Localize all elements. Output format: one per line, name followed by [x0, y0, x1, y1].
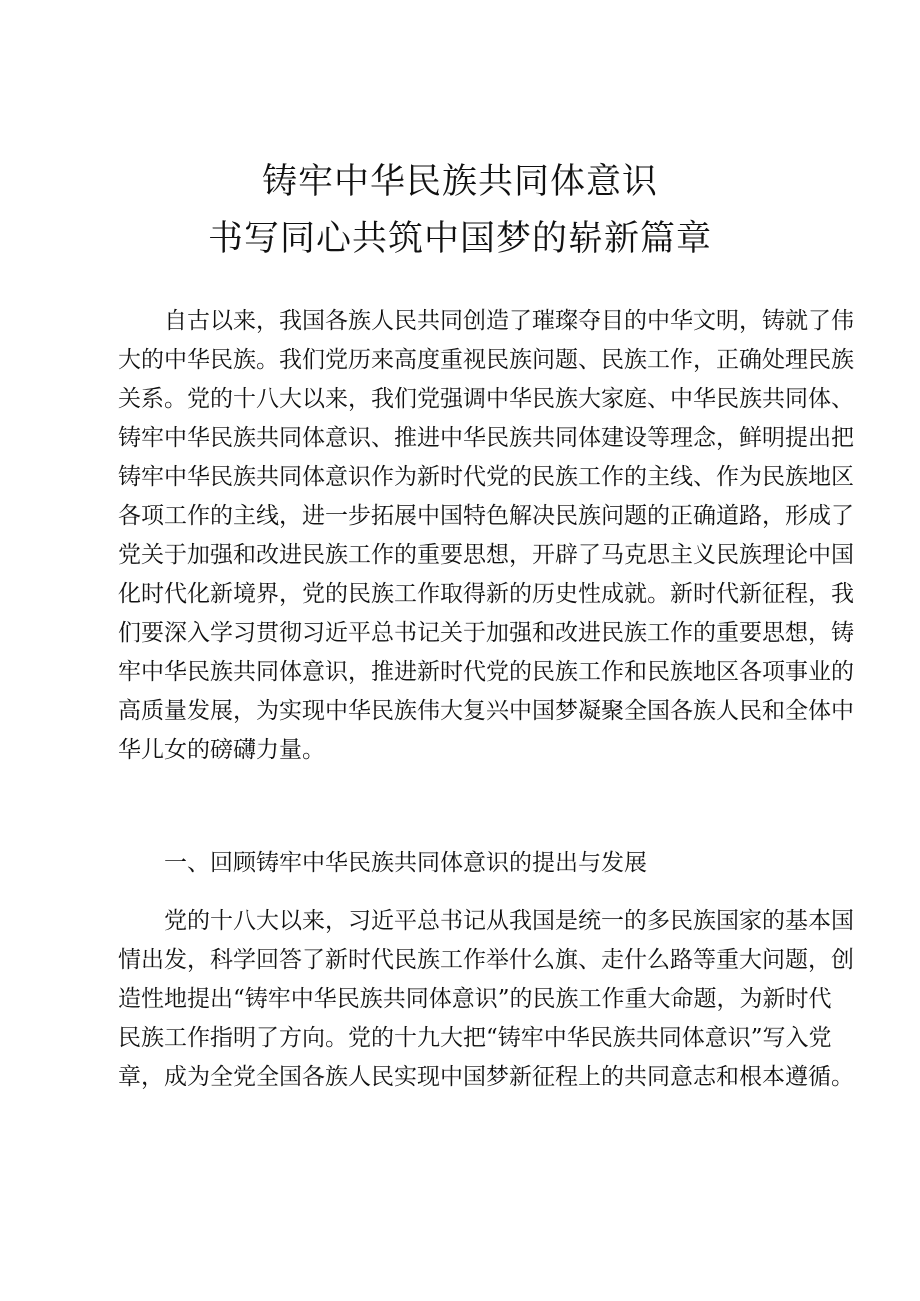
- paragraph-1: [118, 302, 854, 770]
- paragraph-line: 大的中华民族。我们党历来高度重视民族问题、民族工作，正确处理民族: [118, 347, 854, 373]
- paragraph-line: 们要深入学习贯彻习近平总书记关于加强和改进民族工作的重要思想，铸: [118, 620, 854, 646]
- document-title-line-2: 书写同心共筑中国梦的崭新篇章: [207, 219, 712, 259]
- paragraph-line: 章，成为全党全国各族人民实现中国梦新征程上的共同意志和根本遵循。: [118, 1064, 854, 1090]
- section-heading-1: 一、回顾铸牢中华民族共同体意识的提出与发展: [164, 850, 647, 876]
- paragraph-line: 关系。党的十八大以来，我们党强调中华民族大家庭、中华民族共同体、: [118, 386, 854, 412]
- paragraph-line: 情出发，科学回答了新时代民族工作举什么旗、走什么路等重大问题，创: [118, 947, 854, 973]
- paragraph-2: [118, 902, 854, 1097]
- paragraph-line: 铸牢中华民族共同体意识、推进中华民族共同体建设等理念，鲜明提出把: [118, 425, 854, 451]
- paragraph-line: 铸牢中华民族共同体意识作为新时代党的民族工作的主线、作为民族地区: [118, 464, 854, 490]
- paragraph-line: 华儿女的磅礴力量。: [118, 737, 325, 763]
- paragraph-line: 自古以来，我国各族人民共同创造了璀璨夺目的中华文明，铸就了伟: [164, 308, 854, 334]
- paragraph-line: 党关于加强和改进民族工作的重要思想，开辟了马克思主义民族理论中国: [118, 542, 854, 568]
- paragraph-line: 造性地提出“铸牢中华民族共同体意识”的民族工作重大命题，为新时代: [118, 986, 832, 1012]
- paragraph-line: 各项工作的主线，进一步拓展中国特色解决民族问题的正确道路，形成了: [118, 503, 854, 529]
- paragraph-line: 党的十八大以来，习近平总书记从我国是统一的多民族国家的基本国: [164, 908, 854, 934]
- paragraph-line: 牢中华民族共同体意识，推进新时代党的民族工作和民族地区各项事业的: [118, 659, 854, 685]
- paragraph-line: 化时代化新境界，党的民族工作取得新的历史性成就。新时代新征程，我: [118, 581, 854, 607]
- paragraph-line: 民族工作指明了方向。党的十九大把“铸牢中华民族共同体意识”写入党: [118, 1025, 832, 1051]
- document-title-line-1: 铸牢中华民族共同体意识: [261, 162, 658, 202]
- paragraph-line: 高质量发展，为实现中华民族伟大复兴中国梦凝聚全国各族人民和全体中: [118, 698, 854, 724]
